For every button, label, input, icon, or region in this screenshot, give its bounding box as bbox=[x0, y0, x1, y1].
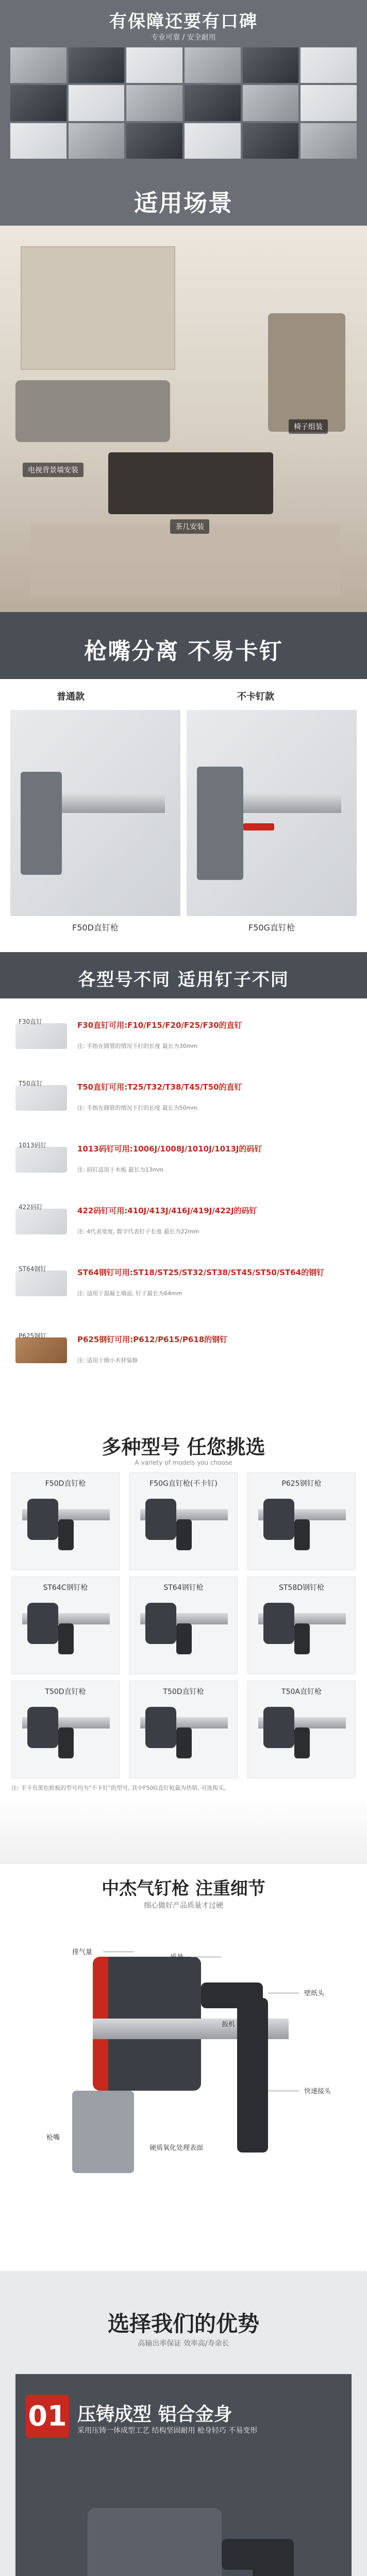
model-name: T50D直钉枪 bbox=[163, 1688, 204, 1696]
model-gun-image bbox=[140, 1499, 228, 1555]
staple-row bbox=[15, 1333, 352, 1367]
staple-row bbox=[15, 1205, 352, 1239]
review-photo bbox=[10, 47, 66, 83]
details-subtitle: 细心做好产品质量才过硬 bbox=[144, 1902, 223, 1910]
advantages-subtitle: 高输出率保证 效率高/寿命长 bbox=[138, 2340, 229, 2348]
models-subtitle: A variety of models you choose bbox=[135, 1459, 232, 1466]
review-photo-collage bbox=[10, 47, 357, 159]
callout-surface: 硬质氧化处理表面 bbox=[149, 2144, 204, 2152]
nojam-label: 不卡钉款 bbox=[237, 691, 274, 702]
model-name: F50D直钉枪 bbox=[45, 1480, 86, 1488]
model-gun-image bbox=[258, 1499, 346, 1555]
review-photo bbox=[69, 85, 125, 121]
staple-note: 注: 码钉适用于木板 最长为13mm bbox=[77, 1166, 164, 1173]
staple-name: P625钢钉 bbox=[19, 1332, 47, 1340]
callout-exhaust: 排气量 bbox=[72, 1948, 93, 1956]
review-photo bbox=[126, 47, 182, 83]
review-photo bbox=[69, 47, 125, 83]
review-photo bbox=[126, 85, 182, 121]
model-gun-image bbox=[258, 1603, 346, 1659]
model-name: F50G直钉枪(不卡钉) bbox=[149, 1480, 218, 1488]
staple-row bbox=[15, 1143, 352, 1177]
review-photo bbox=[301, 85, 357, 121]
tv-wall bbox=[21, 246, 175, 370]
model-name: ST58D钢钉枪 bbox=[278, 1584, 325, 1592]
callout-nozzle: 枪嘴 bbox=[46, 2134, 60, 2142]
models-note: 注: 手卡有黑色软板的型号均为"不卡钉"的型号, 其中F50G直钉枪最为热销, 可选购买。 bbox=[11, 1785, 230, 1791]
adv-01-gun-image bbox=[46, 2477, 325, 2576]
normal-label: 普通款 bbox=[57, 691, 85, 702]
callout-trigger: 扳机 bbox=[222, 2021, 236, 2028]
staple-image bbox=[15, 1270, 67, 1296]
model-gun-image bbox=[140, 1707, 228, 1764]
scene-label-chair: 椅子组装 bbox=[289, 419, 328, 434]
staple-image bbox=[15, 1337, 67, 1363]
reputation-title: 有保障还要有口碑 bbox=[109, 11, 258, 32]
advantages-section bbox=[0, 2271, 367, 2576]
callout-quick-connector: 快速接头 bbox=[304, 2088, 331, 2095]
models-title: 多种型号 任您挑选 bbox=[102, 1436, 265, 1459]
model-card[interactable] bbox=[247, 1472, 356, 1570]
normal-nozzle-photo bbox=[10, 710, 180, 916]
details-title: 中杰气钉枪 注重细节 bbox=[102, 1878, 265, 1899]
model-card[interactable] bbox=[11, 1472, 120, 1570]
staple-compat-text: F30直钉可用:F10/F15/F20/F25/F30的直钉 bbox=[77, 1021, 242, 1030]
separation-section bbox=[0, 612, 367, 952]
model-gun-image bbox=[22, 1707, 110, 1764]
separation-title: 枪嘴分离 不易卡钉 bbox=[84, 638, 283, 665]
scene-label-tea-table: 茶几安装 bbox=[170, 519, 209, 534]
nojam-nozzle-photo bbox=[187, 710, 357, 916]
model-card[interactable] bbox=[129, 1472, 238, 1570]
staple-note: 注: 手指在圆管的情况下打的长度 最长为30mm bbox=[77, 1043, 198, 1049]
right-caption: F50G直钉枪 bbox=[248, 923, 295, 933]
review-photo bbox=[69, 123, 125, 159]
staple-image bbox=[15, 1209, 67, 1234]
model-name: P625钢钉枪 bbox=[281, 1480, 322, 1488]
model-gun-image bbox=[22, 1499, 110, 1555]
review-photo bbox=[301, 123, 357, 159]
staple-compat-text: T50直钉可用:T25/T32/T38/T45/T50的直钉 bbox=[77, 1082, 242, 1092]
sofa-shape bbox=[15, 380, 170, 442]
staple-compat-text: ST64钢钉可用:ST18/ST25/ST32/ST38/ST45/ST50/ST64的钢钉 bbox=[77, 1268, 325, 1277]
left-caption: F50D直钉枪 bbox=[72, 923, 119, 933]
review-photo bbox=[243, 123, 299, 159]
staple-image bbox=[15, 1147, 67, 1173]
scenes-section bbox=[0, 164, 367, 612]
staple-row bbox=[15, 1019, 352, 1053]
staple-compat-text: 1013码钉可用:1006J/1008J/1010J/1013J的码钉 bbox=[77, 1144, 262, 1154]
review-photo bbox=[243, 47, 299, 83]
review-photo bbox=[301, 47, 357, 83]
staple-name: T50直钉 bbox=[19, 1080, 43, 1087]
scenes-title: 适用场景 bbox=[134, 189, 233, 217]
adv-text: 采用压铸一体成型工艺 结构坚固耐用 枪身轻巧 不易变形 bbox=[77, 2427, 258, 2435]
staple-image bbox=[15, 1085, 67, 1111]
reputation-section bbox=[0, 0, 367, 164]
staple-image bbox=[15, 1023, 67, 1049]
review-photo bbox=[126, 123, 182, 159]
staple-note: 注: 适用于细小木材装修 bbox=[77, 1357, 138, 1364]
model-name: ST64钢钉枪 bbox=[163, 1584, 204, 1592]
models-section bbox=[0, 1426, 367, 1797]
review-photo bbox=[10, 85, 66, 121]
review-photo bbox=[10, 123, 66, 159]
staples-title: 各型号不同 适用钉子不同 bbox=[78, 970, 289, 990]
nozzle-head bbox=[21, 772, 62, 875]
model-name: ST64C钢钉枪 bbox=[43, 1584, 88, 1592]
staple-row bbox=[15, 1266, 352, 1300]
table-shape bbox=[108, 452, 273, 514]
review-photo bbox=[243, 85, 299, 121]
review-photo bbox=[185, 47, 241, 83]
rug-shape bbox=[31, 524, 340, 597]
model-card[interactable] bbox=[11, 1681, 120, 1778]
nail-gun-main-image bbox=[72, 1926, 309, 2194]
adv-number: 01 bbox=[26, 2395, 69, 2438]
staples-section bbox=[0, 952, 367, 1426]
chair-shape bbox=[268, 313, 345, 432]
model-gun-image bbox=[140, 1603, 228, 1659]
nozzle-head bbox=[197, 767, 243, 880]
details-top-strip bbox=[0, 1797, 367, 1864]
adv-01-block bbox=[15, 2374, 352, 2576]
model-card[interactable] bbox=[247, 1577, 356, 1674]
advantages-title: 选择我们的优势 bbox=[107, 2311, 259, 2336]
model-gun-image bbox=[22, 1603, 110, 1659]
callout-wallpaper-head: 壁纸头 bbox=[304, 1990, 325, 1997]
staple-compat-text: 422码钉可用:410J/413J/416J/419J/422J的码钉 bbox=[77, 1206, 257, 1215]
model-name: T50A直钉枪 bbox=[281, 1688, 322, 1696]
nozzle-release-lever bbox=[243, 823, 274, 831]
reputation-subtitle: 专业可靠 / 安全耐用 bbox=[151, 33, 216, 42]
scene-label-tv-wall: 电视背景墙安装 bbox=[23, 463, 84, 477]
living-room-photo bbox=[0, 226, 367, 612]
staple-note: 注: 适用于混凝土墙面, 钉子最长为64mm bbox=[77, 1290, 182, 1297]
staple-row bbox=[15, 1081, 352, 1115]
staple-note: 注: 手指在圆管的情况下打的长度 最长为50mm bbox=[77, 1105, 198, 1111]
model-gun-image bbox=[258, 1707, 346, 1764]
callout-quality: 质量 bbox=[170, 1954, 184, 1961]
staple-compat-text: P625钢钉可用:P612/P615/P618的钢钉 bbox=[77, 1335, 228, 1344]
staple-name: ST64钢钉 bbox=[19, 1265, 47, 1273]
adv-title: 压铸成型 铝合金身 bbox=[77, 2404, 232, 2425]
staple-name: 1013码钉 bbox=[19, 1142, 47, 1149]
model-name: T50D直钉枪 bbox=[45, 1688, 86, 1696]
model-card[interactable] bbox=[129, 1577, 238, 1674]
details-section bbox=[0, 1797, 367, 2271]
staple-name: 422码钉 bbox=[19, 1204, 43, 1211]
staple-name: F30直钉 bbox=[19, 1018, 43, 1025]
review-photo bbox=[185, 123, 241, 159]
model-card[interactable] bbox=[129, 1681, 238, 1778]
model-card[interactable] bbox=[247, 1681, 356, 1778]
review-photo bbox=[185, 85, 241, 121]
staple-note: 注: 4代表宽度, 数字代表钉子长度 最长为22mm bbox=[77, 1228, 199, 1235]
model-card[interactable] bbox=[11, 1577, 120, 1674]
